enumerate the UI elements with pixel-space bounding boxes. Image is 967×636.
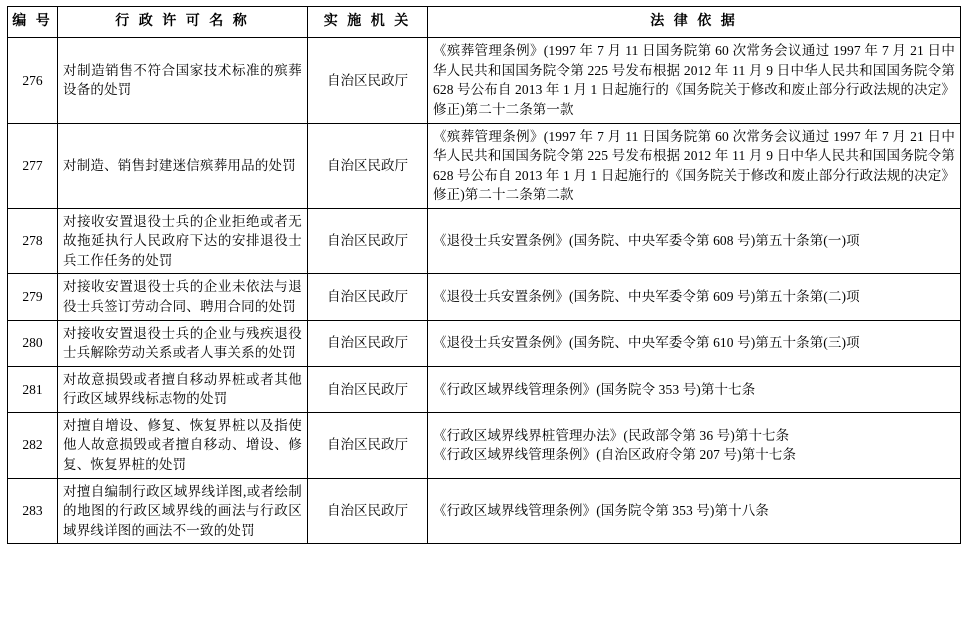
cell-authority: 自治区民政厅: [308, 366, 428, 412]
cell-permit-name: 对接收安置退役士兵的企业未依法与退役士兵签订劳动合同、聘用合同的处罚: [58, 274, 308, 320]
cell-legal-basis: 《殡葬管理条例》(1997 年 7 月 11 日国务院第 60 次常务会议通过 1997 年 7 月 21 日中华人民共和国国务院令第 225 号发布根据 2012 年 11 月 9 日中华人民共和国国务院令第 628 号公布自 2013 年 1 月 1 日起施行的《国务院关于修改和废止部分行政法规的决定》修正)第二十二条第一款: [428, 38, 961, 123]
cell-legal-basis: 《行政区域界线界桩管理办法》(民政部令第 36 号)第十七条 《行政区域界线管理条例》(自治区政府令第 207 号)第十七条: [428, 412, 961, 478]
table-row: [8, 208, 961, 274]
table-row: [8, 478, 961, 544]
cell-authority: 自治区民政厅: [308, 123, 428, 208]
cell-legal-basis: 《殡葬管理条例》(1997 年 7 月 11 日国务院第 60 次常务会议通过 1997 年 7 月 21 日中华人民共和国国务院令第 225 号发布根据 2012 年 11 月 9 日中华人民共和国国务院令第 628 号公布自 2013 年 1 月 1 日起施行的《国务院关于修改和废止部分行政法规的决定》修正)第二十二条第二款: [428, 123, 961, 208]
cell-authority: 自治区民政厅: [308, 208, 428, 274]
cell-permit-name: 对制造销售不符合国家技术标准的殡葬设备的处罚: [58, 38, 308, 123]
column-header-permit-name: 行 政 许 可 名 称: [58, 7, 308, 38]
cell-authority: 自治区民政厅: [308, 320, 428, 366]
table-row: [8, 320, 961, 366]
column-header-legal-basis: 法 律 依 据: [428, 7, 961, 38]
cell-authority: 自治区民政厅: [308, 412, 428, 478]
cell-no: 281: [8, 366, 58, 412]
cell-permit-name: 对制造、销售封建迷信殡葬用品的处罚: [58, 123, 308, 208]
cell-authority: 自治区民政厅: [308, 274, 428, 320]
cell-no: 280: [8, 320, 58, 366]
cell-no: 282: [8, 412, 58, 478]
table-row: [8, 274, 961, 320]
column-header-no: 编 号: [8, 7, 58, 38]
administrative-permit-table: [7, 6, 961, 544]
table-row: [8, 123, 961, 208]
cell-authority: 自治区民政厅: [308, 478, 428, 544]
cell-permit-name: 对故意损毁或者擅自移动界桩或者其他行政区域界线标志物的处罚: [58, 366, 308, 412]
cell-no: 277: [8, 123, 58, 208]
cell-no: 278: [8, 208, 58, 274]
cell-no: 283: [8, 478, 58, 544]
table-header-row: [8, 7, 961, 38]
column-header-authority: 实 施 机 关: [308, 7, 428, 38]
cell-permit-name: 对擅自增设、修复、恢复界桩以及指使他人故意损毁或者擅自移动、增设、修复、恢复界桩的处罚: [58, 412, 308, 478]
cell-no: 276: [8, 38, 58, 123]
cell-permit-name: 对擅自编制行政区域界线详图,或者绘制的地图的行政区域界线的画法与行政区域界线详图的画法不一致的处罚: [58, 478, 308, 544]
table-row: [8, 412, 961, 478]
cell-permit-name: 对接收安置退役士兵的企业拒绝或者无故拖延执行人民政府下达的安排退役士兵工作任务的处罚: [58, 208, 308, 274]
cell-authority: 自治区民政厅: [308, 38, 428, 123]
cell-legal-basis: 《行政区域界线管理条例》(国务院令第 353 号)第十八条: [428, 478, 961, 544]
table-row: [8, 38, 961, 123]
cell-legal-basis: 《退役士兵安置条例》(国务院、中央军委令第 610 号)第五十条第(三)项: [428, 320, 961, 366]
cell-legal-basis: 《退役士兵安置条例》(国务院、中央军委令第 609 号)第五十条第(二)项: [428, 274, 961, 320]
cell-permit-name: 对接收安置退役士兵的企业与残疾退役士兵解除劳动关系或者人事关系的处罚: [58, 320, 308, 366]
cell-legal-basis: 《退役士兵安置条例》(国务院、中央军委令第 608 号)第五十条第(一)项: [428, 208, 961, 274]
table-header: [8, 7, 961, 38]
cell-legal-basis: 《行政区域界线管理条例》(国务院令 353 号)第十七条: [428, 366, 961, 412]
table-body: [8, 38, 961, 544]
table-row: [8, 366, 961, 412]
cell-no: 279: [8, 274, 58, 320]
